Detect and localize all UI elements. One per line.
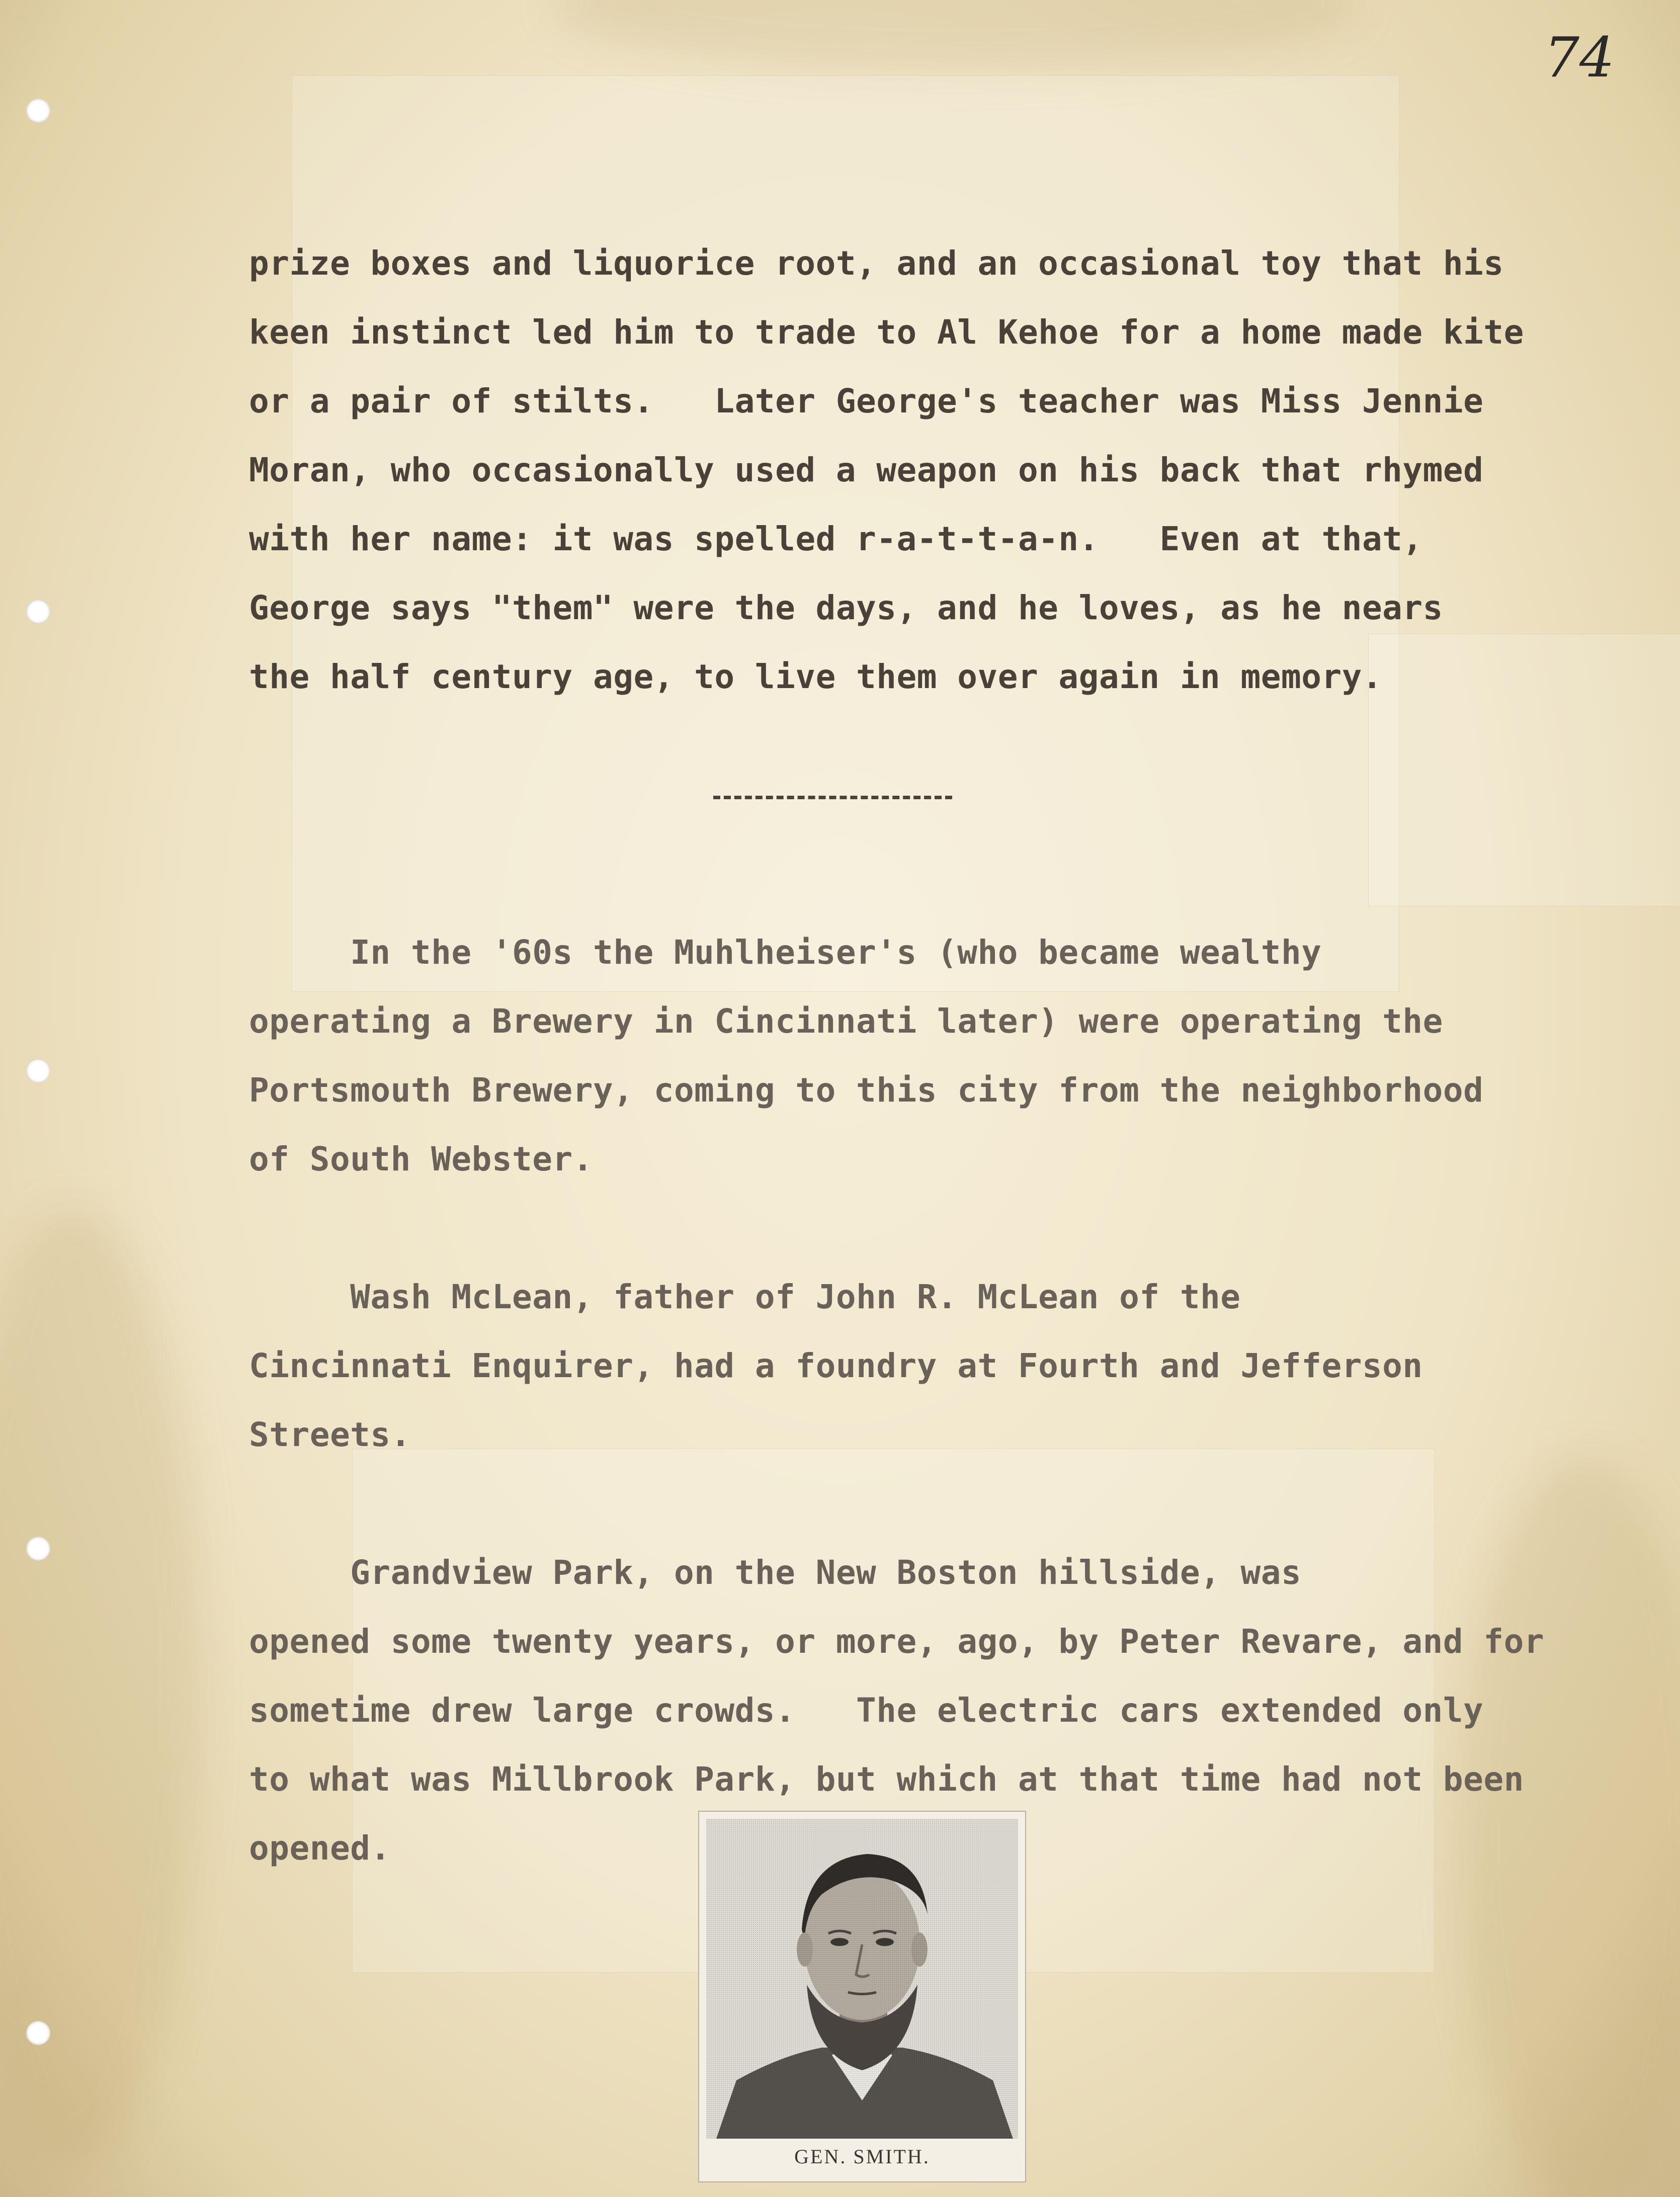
paragraph <box>249 1262 1557 1469</box>
paragraph <box>249 229 1557 711</box>
paragraph <box>249 918 1557 1194</box>
text-line: opened some twenty years, or more, ago, by Peter Revare, and for <box>249 1622 1545 1661</box>
page-number: 74 <box>1544 25 1615 90</box>
text-line: or a pair of stilts. Later George's teacher was Miss Jennie <box>249 382 1484 420</box>
text-line: opened. <box>249 1829 391 1868</box>
text-line: Moran, who occasionally used a weapon on his back that rhymed <box>249 451 1484 489</box>
text-line: Wash McLean, father of John R. McLean of the <box>249 1278 1241 1316</box>
portrait-photo <box>706 1819 1018 2139</box>
text-line: Streets. <box>249 1415 411 1454</box>
photo-caption: GEN. SMITH. <box>794 2145 930 2168</box>
text-line: operating a Brewery in Cincinnati later) were operating the <box>249 1002 1443 1041</box>
text-line: prize boxes and liquorice root, and an occasional toy that his <box>249 244 1504 283</box>
text-line: of South Webster. <box>249 1140 594 1178</box>
paragraph-gap <box>249 1469 1557 1538</box>
text-line: to what was Millbrook Park, but which at that time had not been <box>249 1760 1524 1799</box>
text-line: keen instinct led him to trade to Al Kehoe for a home made kite <box>249 313 1524 352</box>
text-line: Grandview Park, on the New Boston hillside, was <box>249 1553 1302 1592</box>
binder-hole <box>26 2021 50 2045</box>
paragraph-gap <box>249 1194 1557 1262</box>
document-body <box>249 229 1557 1883</box>
text-line: the half century age, to live them over again in memory. <box>249 657 1383 696</box>
text-line: sometime drew large crowds. The electric cars extended only <box>249 1691 1484 1730</box>
text-line: Portsmouth Brewery, coming to this city from the neighborhood <box>249 1071 1484 1110</box>
portrait-clipping <box>698 1811 1026 2182</box>
portrait-illustration <box>706 1819 1018 2139</box>
text-line: In the '60s the Muhlheiser's (who became wealthy <box>249 933 1322 972</box>
text-line: Cincinnati Enquirer, had a foundry at Fourth and Jefferson <box>249 1346 1423 1385</box>
section-separator <box>713 796 952 799</box>
binder-hole <box>26 1059 50 1083</box>
paper-stain <box>0 1207 201 2163</box>
binder-hole <box>26 600 50 624</box>
text-line: George says "them" were the days, and he loves, as he nears <box>249 588 1443 627</box>
paper-stain <box>553 0 1358 70</box>
binder-hole <box>26 99 50 123</box>
section-gap <box>249 711 1557 918</box>
binder-hole <box>26 1537 50 1561</box>
text-line: with her name: it was spelled r-a-t-t-a-n. Even at that, <box>249 520 1423 558</box>
